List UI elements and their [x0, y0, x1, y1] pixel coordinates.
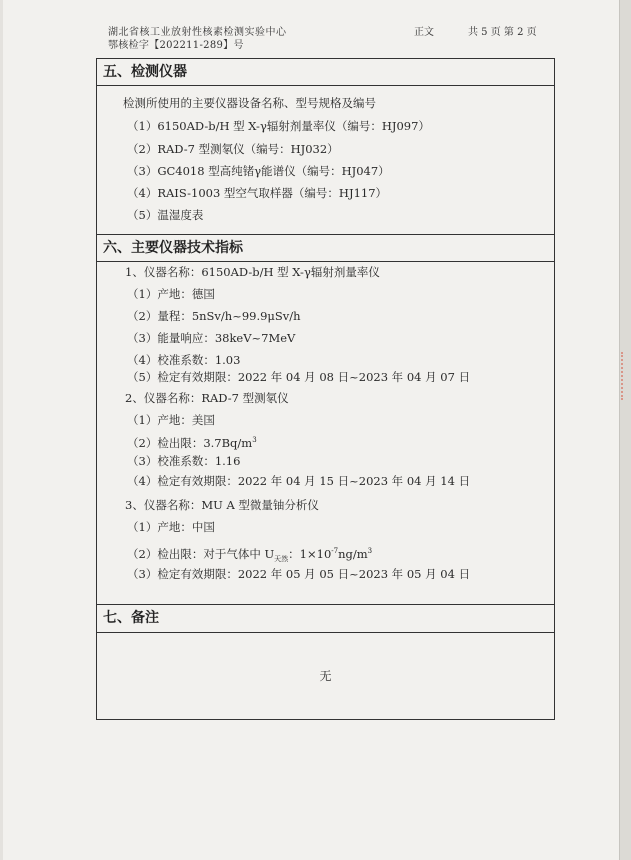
inst1-range: （2）量程：5nSv/h~99.9μSv/h [127, 309, 301, 323]
seal-edge-mark [621, 352, 629, 400]
inst1-name: 1、仪器名称：6150AD-b/H 型 X-γ辐射剂量率仪 [125, 265, 380, 279]
inst3-validity: （3）检定有效期限：2022 年 05 月 05 日~2023 年 05 月 04 日 [127, 567, 471, 581]
header-doc-type: 正文 [414, 27, 434, 38]
page-header [108, 26, 548, 56]
inst2-name: 2、仪器名称：RAD-7 型测氡仪 [125, 391, 289, 405]
inst3-limit-sup2: 3 [367, 547, 373, 555]
inst3-limit-sup: -7 [331, 547, 339, 555]
header-org: 湖北省核工业放射性核素检测实验中心 [108, 27, 287, 38]
instrument-item: （1）6150AD-b/H 型 X-γ辐射剂量率仪（编号：HJ097） [127, 119, 430, 133]
inst3-limit-mid: ：1×10 [288, 546, 332, 561]
inst2-limit [127, 432, 257, 451]
inst1-origin: （1）产地：德国 [127, 287, 215, 301]
section6-title: 六、主要仪器技术指标 [103, 240, 243, 256]
inst1-energy: （3）能量响应：38keV~7MeV [127, 331, 296, 345]
page-right-edge [619, 0, 631, 860]
inst3-origin: （1）产地：中国 [127, 520, 215, 534]
divider [97, 632, 554, 633]
report-frame [96, 58, 555, 720]
inst2-origin: （1）产地：美国 [127, 413, 215, 427]
divider [97, 85, 554, 86]
instrument-item: （2）RAD-7 型测氡仪（编号：HJ032） [127, 142, 339, 156]
section7-title: 七、备注 [103, 610, 159, 626]
header-doc-number: 鄂核检字【202211-289】号 [108, 40, 244, 51]
divider [97, 261, 554, 262]
remarks-content: 无 [319, 669, 332, 683]
inst2-calib: （3）校准系数：1.16 [127, 454, 241, 468]
inst1-validity: （5）检定有效期限：2022 年 04 月 08 日~2023 年 04 月 07 日 [127, 370, 471, 384]
instrument-item: （3）GC4018 型高纯锗γ能谱仪（编号：HJ047） [127, 164, 390, 178]
inst2-validity: （4）检定有效期限：2022 年 04 月 15 日~2023 年 04 月 14 日 [127, 474, 471, 488]
inst3-limit-unit: ng/m [338, 546, 368, 561]
instrument-item: （4）RAIS-1003 型空气取样器（编号：HJ117） [127, 186, 388, 200]
header-page-count: 共 5 页 第 2 页 [468, 27, 537, 38]
section5-intro: 检测所使用的主要仪器设备名称、型号规格及编号 [123, 96, 376, 110]
inst3-limit-text: （2）检出限：对于气体中 U [127, 546, 275, 561]
inst2-limit-sup: 3 [252, 436, 257, 444]
inst2-limit-text: （2）检出限：3.7Bq/m [127, 435, 253, 450]
page-left-edge [0, 0, 3, 860]
inst3-limit [127, 543, 372, 567]
section5-title: 五、检测仪器 [103, 64, 187, 80]
inst3-limit-sub: 天然 [274, 555, 289, 564]
inst3-name: 3、仪器名称：MU A 型微量铀分析仪 [125, 498, 319, 512]
inst1-calib: （4）校准系数：1.03 [127, 353, 241, 367]
instrument-item: （5）温湿度表 [127, 208, 204, 222]
